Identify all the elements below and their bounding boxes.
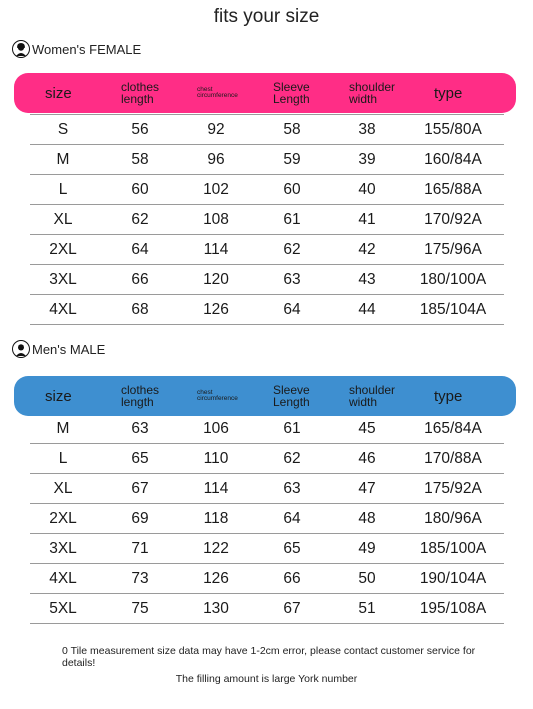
table-cell: L — [58, 181, 68, 198]
table-cell: 39 — [358, 151, 376, 168]
table-cell: 175/92A — [424, 480, 482, 497]
table-cell: L — [58, 450, 68, 467]
table-cell: 58 — [283, 121, 301, 138]
table-cell: 75 — [131, 600, 149, 617]
table-row — [30, 235, 504, 265]
table-cell: 120 — [203, 271, 229, 288]
table-cell: 38 — [358, 121, 376, 138]
table-row — [30, 265, 504, 295]
table-cell: 42 — [358, 241, 376, 258]
female-header-band — [14, 73, 516, 113]
table-cell: 122 — [203, 540, 229, 557]
table-cell: 40 — [358, 181, 376, 198]
table-cell: 63 — [131, 420, 149, 437]
table-cell: 63 — [283, 480, 301, 497]
table-row — [30, 564, 504, 594]
table-row — [30, 444, 504, 474]
table-cell: 185/100A — [419, 540, 487, 557]
table-cell: M — [56, 151, 70, 168]
table-cell: 45 — [358, 420, 376, 437]
table-cell: 96 — [207, 151, 225, 168]
table-cell: 102 — [203, 181, 229, 198]
table-cell: 114 — [203, 241, 229, 258]
table-cell: 175/96A — [424, 241, 482, 258]
table-cell: 51 — [358, 600, 376, 617]
table-cell: 4XL — [49, 570, 77, 587]
table-cell: M — [56, 420, 70, 437]
female-header-size: size — [45, 84, 72, 102]
table-cell: 160/84A — [424, 151, 482, 168]
table-cell: 5XL — [49, 600, 77, 617]
female-label-text: Women's FEMALE — [32, 41, 142, 57]
table-row — [30, 594, 504, 624]
male-header-clothes-length: clothes length — [121, 383, 160, 409]
male-header-band — [14, 376, 516, 416]
male-header-type: type — [434, 387, 463, 405]
filling-note: The filling amount is large York number — [175, 673, 358, 685]
table-cell: 56 — [131, 121, 149, 138]
table-cell: XL — [53, 211, 73, 228]
table-row — [30, 205, 504, 235]
man-avatar-icon — [12, 340, 30, 358]
table-cell: 47 — [358, 480, 376, 497]
table-cell: 49 — [358, 540, 376, 557]
table-cell: 170/92A — [424, 211, 482, 228]
table-cell: 64 — [131, 241, 149, 258]
table-row — [30, 115, 504, 145]
table-cell: 67 — [131, 480, 149, 497]
female-size-table — [30, 114, 504, 325]
table-cell: S — [57, 121, 69, 138]
table-cell: 48 — [358, 510, 376, 527]
female-header-type: type — [434, 84, 463, 102]
table-cell: 63 — [283, 271, 301, 288]
table-cell: XL — [53, 480, 73, 497]
table-row — [30, 534, 504, 564]
table-cell: 50 — [358, 570, 376, 587]
table-cell: 43 — [358, 271, 376, 288]
table-cell: 155/80A — [424, 121, 482, 138]
table-cell: 180/96A — [424, 510, 482, 527]
table-row — [30, 175, 504, 205]
table-cell: 106 — [203, 420, 229, 437]
male-header-chest: chest circumference — [197, 388, 238, 402]
table-cell: 2XL — [49, 241, 77, 258]
table-cell: 73 — [131, 570, 149, 587]
table-cell: 64 — [283, 301, 301, 318]
table-cell: 185/104A — [419, 301, 487, 318]
table-cell: 67 — [283, 600, 301, 617]
table-cell: 130 — [203, 600, 229, 617]
table-row — [30, 414, 504, 444]
table-row — [30, 145, 504, 175]
table-cell: 62 — [283, 241, 301, 258]
table-cell: 108 — [203, 211, 229, 228]
table-cell: 3XL — [49, 540, 77, 557]
table-cell: 110 — [203, 450, 229, 467]
table-row — [30, 474, 504, 504]
female-header-clothes-length: clothes length — [121, 80, 160, 106]
table-row — [30, 504, 504, 534]
table-cell: 165/88A — [424, 181, 482, 198]
male-section-label — [12, 340, 105, 358]
table-cell: 60 — [283, 181, 301, 198]
table-cell: 66 — [283, 570, 301, 587]
male-header-size: size — [45, 387, 72, 405]
male-size-table — [30, 414, 504, 624]
table-cell: 190/104A — [419, 570, 487, 587]
page-title: fits your size — [213, 6, 320, 27]
table-cell: 60 — [131, 181, 149, 198]
table-cell: 41 — [358, 211, 376, 228]
table-cell: 170/88A — [424, 450, 482, 467]
table-cell: 126 — [203, 570, 229, 587]
female-header-chest: chest circumference — [197, 85, 238, 99]
table-cell: 64 — [283, 510, 301, 527]
table-cell: 65 — [131, 450, 149, 467]
female-header-shoulder-width: shoulder width — [349, 80, 396, 106]
female-header-sleeve-length: Sleeve Length — [273, 80, 310, 106]
table-cell: 46 — [358, 450, 376, 467]
table-cell: 68 — [131, 301, 149, 318]
woman-avatar-icon — [12, 40, 30, 58]
table-row — [30, 295, 504, 325]
table-cell: 71 — [131, 540, 149, 557]
male-label-text: Men's MALE — [32, 341, 106, 357]
table-cell: 62 — [283, 450, 301, 467]
male-header-shoulder-width: shoulder width — [349, 383, 396, 409]
table-cell: 2XL — [49, 510, 77, 527]
male-header-sleeve-length: Sleeve Length — [273, 383, 310, 409]
table-cell: 66 — [131, 271, 149, 288]
table-cell: 59 — [283, 151, 301, 168]
table-cell: 4XL — [49, 301, 77, 318]
table-cell: 118 — [203, 510, 229, 527]
table-cell: 195/108A — [419, 600, 487, 617]
table-cell: 180/100A — [419, 271, 487, 288]
female-section-label — [12, 40, 141, 58]
table-cell: 69 — [131, 510, 149, 527]
table-cell: 126 — [203, 301, 229, 318]
table-cell: 62 — [131, 211, 149, 228]
table-cell: 65 — [283, 540, 301, 557]
table-cell: 92 — [207, 121, 225, 138]
table-cell: 3XL — [49, 271, 77, 288]
table-cell: 61 — [283, 211, 301, 228]
table-cell: 58 — [131, 151, 149, 168]
table-cell: 44 — [358, 301, 376, 318]
measurement-note: 0 Tile measurement size data may have 1-2cm error, please contact customer service for details! — [62, 645, 476, 669]
table-cell: 114 — [203, 480, 229, 497]
table-cell: 165/84A — [424, 420, 482, 437]
table-cell: 61 — [283, 420, 301, 437]
